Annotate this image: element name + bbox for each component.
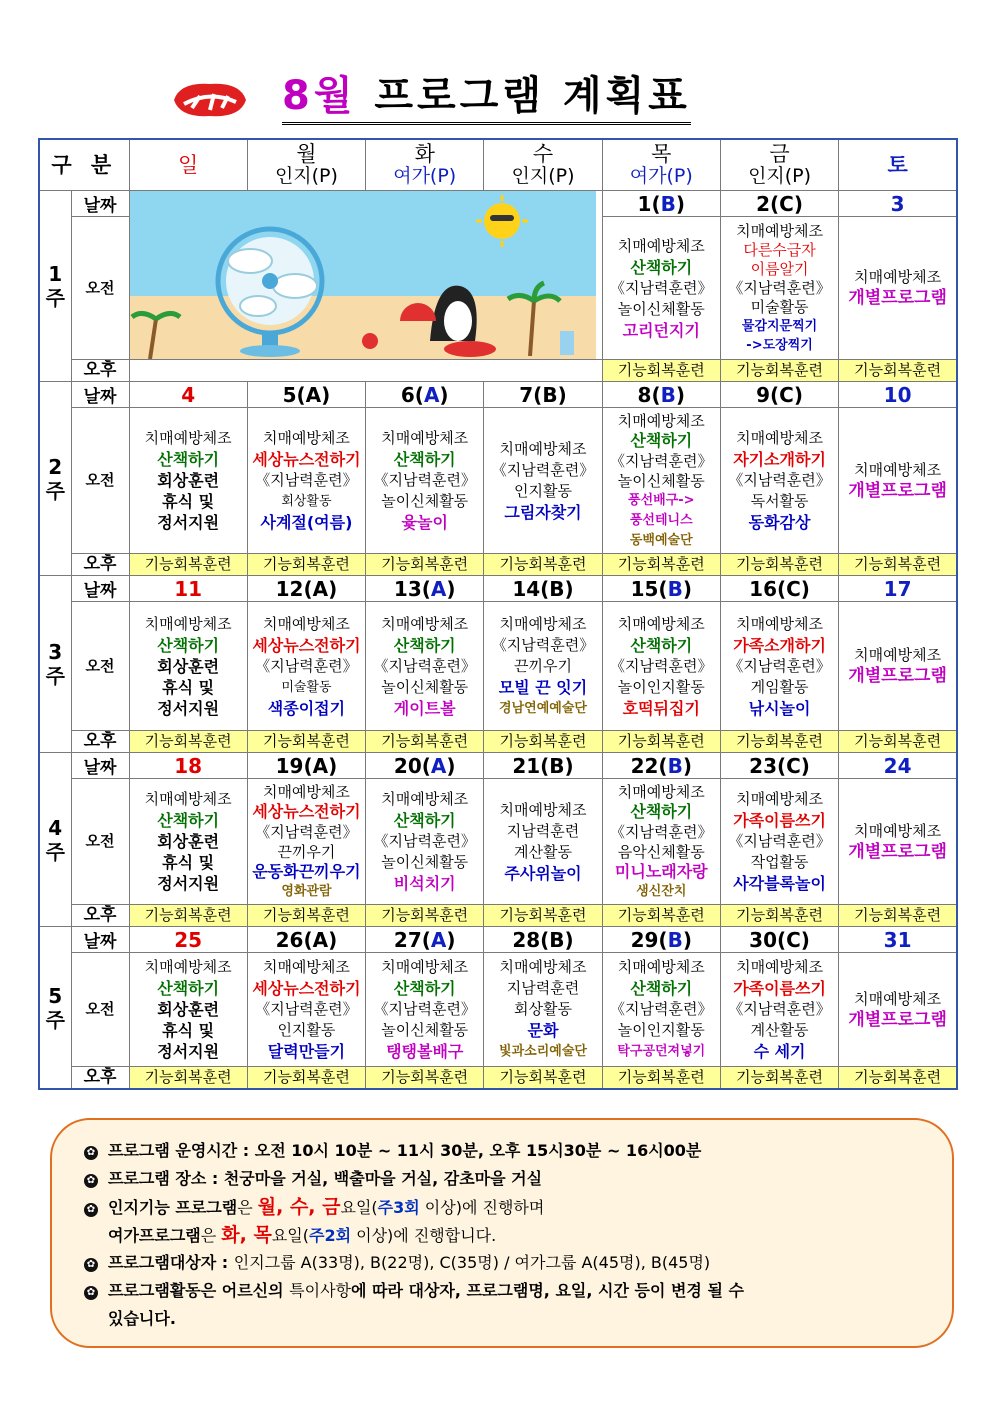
w4-mon-pm: 기능회복훈련 <box>247 905 365 927</box>
date-label: 날짜 <box>71 382 129 408</box>
w1-sat-pm: 기능회복훈련 <box>839 360 957 382</box>
week4-am-row <box>39 779 957 905</box>
date-label: 날짜 <box>71 927 129 953</box>
w2-fri-am: 치매예방체조 자기소개하기 《지남력훈련》 독서활동 동화감상 <box>720 408 838 554</box>
w3-thu-date: 15(B) <box>602 576 720 602</box>
w5-thu-am: 치매예방체조 산책하기 《지남력훈련》 놀이인지활동 탁구공던져넣기 <box>602 953 720 1067</box>
w3-thu-am: 치매예방체조 산책하기 《지남력훈련》 놀이인지활동 호떡뒤집기 <box>602 602 720 731</box>
w5-tue-am: 치매예방체조 산책하기 《지남력훈련》 놀이신체활동 탱탱볼배구 <box>366 953 484 1067</box>
w4-thu-date: 22(B) <box>602 753 720 779</box>
am-label: 오전 <box>71 217 129 360</box>
am-label: 오전 <box>71 602 129 731</box>
w1-fri-date: 2(C) <box>720 191 838 217</box>
w5-wed-pm: 기능회복훈련 <box>484 1067 602 1090</box>
w2-sat-date: 10 <box>839 382 957 408</box>
w5-wed-am: 치매예방체조 지남력훈련 회상활동 문화 빛과소리예술단 <box>484 953 602 1067</box>
w2-tue-pm: 기능회복훈련 <box>366 554 484 576</box>
bullet-icon: ✿ <box>84 1203 98 1217</box>
w3-wed-pm: 기능회복훈련 <box>484 731 602 753</box>
w5-sat-am: 치매예방체조 개별프로그램 <box>839 953 957 1067</box>
note-change-cont: 있습니다. <box>108 1309 176 1328</box>
week1-label: 1 주 <box>39 191 71 382</box>
week5-pm-row <box>39 1067 957 1090</box>
week1-date-row <box>39 191 957 217</box>
w2-fri-pm: 기능회복훈련 <box>720 554 838 576</box>
header-sat: 토 <box>839 139 957 191</box>
w3-sat-date: 17 <box>839 576 957 602</box>
pm-label: 오후 <box>71 554 129 576</box>
w4-fri-pm: 기능회복훈련 <box>720 905 838 927</box>
header-tue: 화 여가(P) <box>366 139 484 191</box>
w5-thu-date: 29(B) <box>602 927 720 953</box>
w4-thu-am: 치매예방체조 산책하기 《지남력훈련》 음악신체활동 미니노래자랑 생신잔치 <box>602 779 720 905</box>
w3-mon-date: 12(A) <box>247 576 365 602</box>
w2-wed-pm: 기능회복훈련 <box>484 554 602 576</box>
header-row <box>39 139 957 191</box>
w1-thu-date: 1(B) <box>602 191 720 217</box>
w3-sat-pm: 기능회복훈련 <box>839 731 957 753</box>
header-thu: 목 여가(P) <box>602 139 720 191</box>
w5-sun-date: 25 <box>129 927 247 953</box>
w2-thu-pm: 기능회복훈련 <box>602 554 720 576</box>
w2-thu-date: 8(B) <box>602 382 720 408</box>
week3-date-row <box>39 576 957 602</box>
w4-thu-pm: 기능회복훈련 <box>602 905 720 927</box>
w5-mon-pm: 기능회복훈련 <box>247 1067 365 1090</box>
schedule-table <box>38 138 958 1090</box>
w5-tue-pm: 기능회복훈련 <box>366 1067 484 1090</box>
w5-thu-pm: 기능회복훈련 <box>602 1067 720 1090</box>
week1-pm-row <box>39 360 957 382</box>
w4-sat-date: 24 <box>839 753 957 779</box>
note-cognitive: ✿ 인지기능 프로그램은 월, 수, 금요일(주3회 이상)에 진행하며 <box>84 1192 544 1219</box>
pm-label: 오후 <box>71 360 129 382</box>
w5-tue-date: 27(A) <box>366 927 484 953</box>
w2-sun-date: 4 <box>129 382 247 408</box>
w4-fri-am: 치매예방체조 가족이름쓰기 《지남력훈련》 작업활동 사각블록놀이 <box>720 779 838 905</box>
w4-fri-date: 23(C) <box>720 753 838 779</box>
title-area <box>0 70 992 130</box>
week4-date-row <box>39 753 957 779</box>
week5-label: 5 주 <box>39 927 71 1090</box>
w2-sun-pm: 기능회복훈련 <box>129 554 247 576</box>
header-mon: 월 인지(P) <box>247 139 365 191</box>
note-leisure: 여가프로그램은 화, 목요일(주2회 이상)에 진행합니다. <box>108 1224 497 1246</box>
header-fri: 금 인지(P) <box>720 139 838 191</box>
w1-fri-pm: 기능회복훈련 <box>720 360 838 382</box>
w4-sat-am: 치매예방체조 개별프로그램 <box>839 779 957 905</box>
w1-thu-am: 치매예방체조 산책하기 《지남력훈련》 놀이신체활동 고리던지기 <box>602 217 720 360</box>
bullet-icon: ✿ <box>84 1286 98 1300</box>
w2-wed-date: 7(B) <box>484 382 602 408</box>
summer-fan-icon <box>130 191 596 359</box>
w3-wed-am: 치매예방체조 《지남력훈련》 끈끼우기 모빌 끈 잇기 경남연예예술단 <box>484 602 602 731</box>
w3-wed-date: 14(B) <box>484 576 602 602</box>
page-title <box>282 72 691 125</box>
logo-icon <box>170 80 250 120</box>
week3-pm-row <box>39 731 957 753</box>
w4-wed-date: 21(B) <box>484 753 602 779</box>
header-wed: 수 인지(P) <box>484 139 602 191</box>
w4-sat-pm: 기능회복훈련 <box>839 905 957 927</box>
w1-sat-date: 3 <box>839 191 957 217</box>
note-change: ✿ 프로그램활동은 어르신의 특이사항에 따라 대상자, 프로그램명, 요일, 시간 등이 변경 될 수 <box>84 1278 744 1301</box>
w2-thu-am: 치매예방체조 산책하기 《지남력훈련》 놀이신체활동 풍선배구-> 풍선테니스 동백예술단 <box>602 408 720 554</box>
header-sun: 일 <box>129 139 247 191</box>
w2-mon-pm: 기능회복훈련 <box>247 554 365 576</box>
w3-thu-pm: 기능회복훈련 <box>602 731 720 753</box>
w2-wed-am: 치매예방체조 《지남력훈련》 인지활동 그림자찾기 <box>484 408 602 554</box>
note-targets: ✿ 프로그램대상자 : 인지그룹 A(33명), B(22명), C(35명) / 여가그룹 A(45명), B(45명) <box>84 1250 710 1273</box>
w4-sun-am: 치매예방체조 산책하기 회상훈련 휴식 및 정서지원 <box>129 779 247 905</box>
pm-label: 오후 <box>71 905 129 927</box>
week4-pm-row <box>39 905 957 927</box>
title-month: 8월 <box>282 73 357 119</box>
date-label: 날짜 <box>71 753 129 779</box>
week2-am-row <box>39 408 957 554</box>
note-hours: ✿ 프로그램 운영시간 : 오전 10시 10분 ~ 11시 30분, 오후 15시30분 ~ 16시00분 <box>84 1138 701 1161</box>
w3-sun-am: 치매예방체조 산책하기 회상훈련 휴식 및 정서지원 <box>129 602 247 731</box>
w4-tue-date: 20(A) <box>366 753 484 779</box>
week5-date-row <box>39 927 957 953</box>
w5-fri-date: 30(C) <box>720 927 838 953</box>
w2-mon-am: 치매예방체조 세상뉴스전하기 《지남력훈련》 회상활동 사계절(여름) <box>247 408 365 554</box>
w3-fri-pm: 기능회복훈련 <box>720 731 838 753</box>
w4-mon-am: 치매예방체조 세상뉴스전하기 《지남력훈련》 끈끼우기 운동화끈끼우기 영화관람 <box>247 779 365 905</box>
w3-sat-am: 치매예방체조 개별프로그램 <box>839 602 957 731</box>
w5-sun-am: 치매예방체조 산책하기 회상훈련 휴식 및 정서지원 <box>129 953 247 1067</box>
w3-tue-am: 치매예방체조 산책하기 《지남력훈련》 놀이신체활동 게이트볼 <box>366 602 484 731</box>
w4-sun-pm: 기능회복훈련 <box>129 905 247 927</box>
bullet-icon: ✿ <box>84 1258 98 1272</box>
header-label: 구 분 <box>39 139 129 191</box>
w4-tue-am: 치매예방체조 산책하기 《지남력훈련》 놀이신체활동 비석치기 <box>366 779 484 905</box>
w3-tue-pm: 기능회복훈련 <box>366 731 484 753</box>
w5-mon-date: 26(A) <box>247 927 365 953</box>
w5-mon-am: 치매예방체조 세상뉴스전하기 《지남력훈련》 인지활동 달력만들기 <box>247 953 365 1067</box>
w2-mon-date: 5(A) <box>247 382 365 408</box>
title-rest: 프로그램 계획표 <box>356 73 691 119</box>
w4-wed-pm: 기능회복훈련 <box>484 905 602 927</box>
date-label: 날짜 <box>71 191 129 217</box>
w3-sun-date: 11 <box>129 576 247 602</box>
w4-tue-pm: 기능회복훈련 <box>366 905 484 927</box>
w1-fri-am: 치매예방체조 다른수급자 이름알기 《지남력훈련》 미술활동 물감지문찍기 ->도장찍기 <box>720 217 838 360</box>
w4-mon-date: 19(A) <box>247 753 365 779</box>
w3-fri-date: 16(C) <box>720 576 838 602</box>
am-label: 오전 <box>71 779 129 905</box>
week5-am-row <box>39 953 957 1067</box>
w3-fri-am: 치매예방체조 가족소개하기 《지남력훈련》 게임활동 낚시놀이 <box>720 602 838 731</box>
w5-sat-pm: 기능회복훈련 <box>839 1067 957 1090</box>
week3-label: 3 주 <box>39 576 71 753</box>
w3-mon-am: 치매예방체조 세상뉴스전하기 《지남력훈련》 미술활동 색종이접기 <box>247 602 365 731</box>
w2-tue-am: 치매예방체조 산책하기 《지남력훈련》 놀이신체활동 윷놀이 <box>366 408 484 554</box>
w5-wed-date: 28(B) <box>484 927 602 953</box>
w5-fri-pm: 기능회복훈련 <box>720 1067 838 1090</box>
w5-sun-pm: 기능회복훈련 <box>129 1067 247 1090</box>
am-label: 오전 <box>71 408 129 554</box>
am-label: 오전 <box>71 953 129 1067</box>
week2-date-row <box>39 382 957 408</box>
w5-fri-am: 치매예방체조 가족이름쓰기 《지남력훈련》 계산활동 수 세기 <box>720 953 838 1067</box>
w1-sat-am: 치매예방체조 개별프로그램 <box>839 217 957 360</box>
pm-label: 오후 <box>71 731 129 753</box>
week2-label: 2 주 <box>39 382 71 576</box>
bullet-icon: ✿ <box>84 1146 98 1160</box>
w2-sun-am: 치매예방체조 산책하기 회상훈련 휴식 및 정서지원 <box>129 408 247 554</box>
w3-sun-pm: 기능회복훈련 <box>129 731 247 753</box>
w2-sat-pm: 기능회복훈련 <box>839 554 957 576</box>
notes-box <box>50 1118 954 1348</box>
w2-tue-date: 6(A) <box>366 382 484 408</box>
w4-wed-am: 치매예방체조 지남력훈련 계산활동 주사위놀이 <box>484 779 602 905</box>
w3-mon-pm: 기능회복훈련 <box>247 731 365 753</box>
week3-am-row <box>39 602 957 731</box>
week2-pm-row <box>39 554 957 576</box>
note-place: ✿ 프로그램 장소 : 천궁마을 거실, 백출마을 거실, 감초마을 거실 <box>84 1166 542 1189</box>
w1-pm-empty <box>129 360 602 382</box>
week4-label: 4 주 <box>39 753 71 927</box>
bullet-icon: ✿ <box>84 1174 98 1188</box>
w2-fri-date: 9(C) <box>720 382 838 408</box>
w3-tue-date: 13(A) <box>366 576 484 602</box>
w4-sun-date: 18 <box>129 753 247 779</box>
pm-label: 오후 <box>71 1067 129 1090</box>
w1-thu-pm: 기능회복훈련 <box>602 360 720 382</box>
w2-sat-am: 치매예방체조 개별프로그램 <box>839 408 957 554</box>
date-label: 날짜 <box>71 576 129 602</box>
summer-illustration <box>129 191 602 360</box>
w5-sat-date: 31 <box>839 927 957 953</box>
